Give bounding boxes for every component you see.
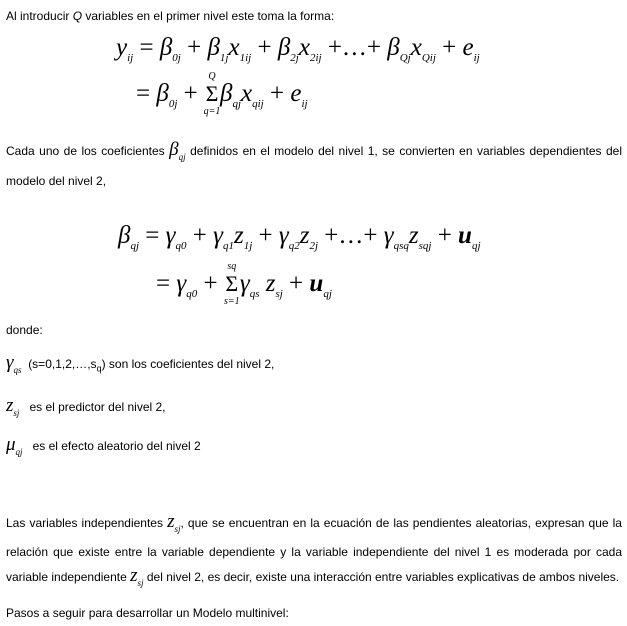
eq1-x2: x: [298, 34, 310, 61]
def-z-symbol: $z_{sj}$: [6, 395, 20, 418]
intro-line: [6, 8, 334, 24]
eq1-dots: +…+: [327, 34, 382, 61]
eq2-z2: z: [299, 222, 310, 249]
eq2b-gamma0: γ: [176, 270, 187, 297]
eq2-beta: β: [118, 222, 131, 249]
eq1-betaQ-sub: Qj: [399, 52, 411, 64]
eq2b-gammaq: γ: [239, 270, 250, 297]
eq2-summation: Σ sq s=1: [224, 261, 240, 307]
eq1-beta2: β: [277, 34, 291, 61]
para-beta-post: definidos en el modelo del nivel 1, se convierten en variables dependientes del modelo del nivel 2,: [6, 144, 623, 188]
eq1-e: e: [462, 34, 474, 61]
eq1-x1: x: [228, 34, 240, 61]
eq1b-beta0: β: [156, 80, 169, 107]
eq1b-beta0-sub: 0j: [168, 98, 178, 110]
eq2-gamma2-sub: q2: [288, 240, 300, 252]
definition-gamma: [6, 352, 275, 378]
eq1b-betaq: β: [219, 80, 233, 107]
eq1-beta1: β: [207, 34, 220, 61]
def-gamma-symbol: $\gamma_{qs}$: [6, 352, 22, 375]
eq2-sum-bot: s=1: [224, 296, 240, 307]
definition-z: [6, 395, 166, 421]
eq1-summation: Σ Q q=1: [203, 71, 221, 117]
eq1-y: y: [116, 34, 128, 61]
eq1b-xq: x: [241, 80, 253, 107]
eq1-beta2-sub: 2j: [290, 52, 299, 64]
level1-equation-line2: = $\beta_{0j} + \Sigma$ Q q=1 $\beta_{qj}x_{qij} + e_{ij}$: [136, 71, 308, 117]
eq1b-xq-sub: qij: [252, 98, 264, 110]
eq2-sum-top: sq: [227, 261, 237, 272]
eq2-u-sub: qj: [471, 240, 481, 252]
eq2-z1: z: [233, 222, 244, 249]
level1-equation-line1: $y_{ij} = \beta_{0j} + \beta_{1j}x_{1ij} + \beta_{2j}x_{2ij}$ +…+ $\beta_{Qj}x_{Qij} + e_{ij}$: [116, 34, 480, 64]
para-z-p1: Las variables independientes: [6, 516, 163, 530]
definition-mu: [6, 434, 201, 460]
eq2b-gammaq-sub: qs: [249, 288, 260, 300]
para-beta-symbol: $\beta_{qj}$: [169, 139, 186, 162]
para-beta-pre: Cada uno de los coeficientes: [6, 144, 165, 158]
eq2-gamma0-sub: q0: [175, 240, 187, 252]
def-mu-symbol: $\mu_{qj}$: [6, 434, 23, 457]
level2-equation-line2: = $\gamma_{q0} + \Sigma$ sq s=1 $\gamma_{qs}$ $z_{sj} + u_{qj}$: [156, 261, 332, 307]
eq2-zs-sub: sqj: [418, 240, 432, 252]
def-gamma-text-sub: q: [96, 363, 102, 374]
eq2b-u: u: [309, 270, 324, 297]
eq1b-betaq-sub: qj: [232, 98, 241, 110]
level2-equation-line1: $\beta_{qj} = \gamma_{q0} + \gamma_{q1}z_{1j} + \gamma_{q2}z_{2j}$ +…+ $\gamma_{qsq}z_{sqj} + u_{qj}$: [118, 222, 481, 252]
intro-post: variables en el primer nivel este toma la forma:: [82, 9, 335, 23]
def-gamma-text: (s=0,1,2,…,s: [28, 357, 97, 371]
eq1-xQ-sub: Qij: [421, 52, 436, 64]
eq1-betaQ: β: [387, 34, 400, 61]
eq1-beta0: β: [159, 34, 173, 61]
eq2-gamma0: γ: [165, 222, 176, 249]
para-z-p2: , que se encuentran en la ecuación de las pendientes aleatorias, expresan que la relación que existe entre la variable dependiente y la variable independiente del nivel 1 es moderada por cada variable independiente: [6, 516, 622, 584]
eq2b-gamma0-sub: q0: [186, 288, 198, 300]
eq1-x2-sub: 2ij: [309, 52, 322, 64]
paragraph-beta: [6, 138, 622, 193]
eq2-gammas-sub: qsq: [393, 240, 409, 252]
eq2-z1-sub: 1j: [243, 240, 253, 252]
eq1b-e: e: [290, 80, 302, 107]
paragraph-z: [6, 510, 622, 595]
eq2-beta-sub: qj: [130, 240, 140, 252]
eq1b-e-sub: ij: [301, 98, 308, 110]
intro-q: Q: [72, 9, 83, 23]
eq2-gamma2: γ: [278, 222, 289, 249]
para-z-p3: del nivel 2, es decir, existe una interacción entre variables explicativas de ambos niveles.: [146, 570, 620, 584]
def-mu-text: es el efecto aleatorio del nivel 2: [32, 439, 201, 453]
eq2b-zq-sub: sj: [275, 288, 283, 300]
eq2-z2-sub: 2j: [309, 240, 319, 252]
def-gamma-text-end: ) son los coeficientes del nivel 2,: [101, 357, 275, 371]
para-z-symbol1: $z_{sj}$: [167, 511, 181, 534]
def-z-text: es el predictor del nivel 2,: [29, 400, 166, 414]
eq2-gammas: γ: [383, 222, 394, 249]
eq2-zs: z: [408, 222, 419, 249]
eq1-beta1-sub: 1j: [219, 52, 229, 64]
eq1-y-sub: ij: [127, 52, 134, 64]
eq1-e-sub: ij: [473, 52, 480, 64]
pasos-line: Pasos a seguir para desarrollar un Modelo multinivel:: [6, 606, 289, 620]
eq2-gamma1: γ: [213, 222, 223, 249]
eq1-beta0-sub: 0j: [172, 52, 181, 64]
eq2-gamma1-sub: q1: [222, 240, 234, 252]
eq2-u: u: [458, 222, 472, 249]
eq1-xQ: x: [410, 34, 422, 61]
eq1-x1-sub: 1ij: [239, 52, 252, 64]
para-z-symbol2: $z_{sj}$: [130, 565, 144, 588]
eq2b-u-sub: qj: [323, 288, 332, 300]
eq1-sum-bot: q=1: [203, 106, 221, 117]
eq1-sum-top: Q: [208, 71, 216, 82]
eq2-dots: +…+: [324, 222, 378, 249]
eq2b-zq: z: [265, 270, 276, 297]
intro-pre: Al introducir: [6, 9, 73, 23]
donde-label: donde:: [6, 323, 43, 337]
